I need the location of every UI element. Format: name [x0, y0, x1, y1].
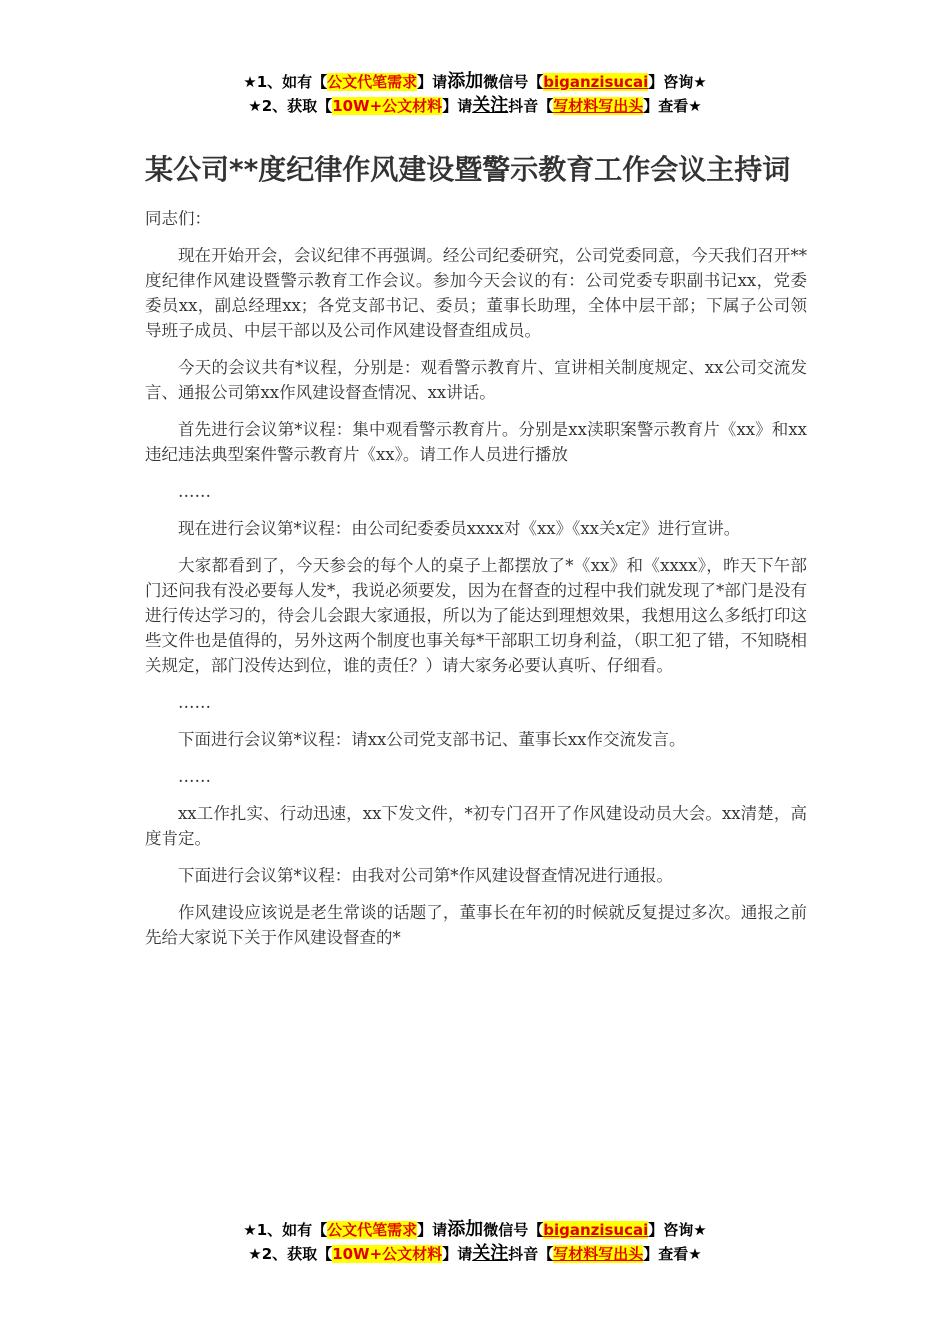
body-paragraph: 现在进行会议第*议程：由公司纪委委员xxxx对《xx》《xx关x定》进行宣讲。 [178, 519, 741, 538]
douyin-id-highlight: 写材料写出头 [553, 1245, 644, 1263]
promo-line-2 [0, 94, 950, 118]
promo-text: 】请 [442, 97, 473, 115]
body-paragraph: xx工作扎实、行动迅速，xx下发文件，*初专门召开了作风建设动员大会。xx清楚，高度肯定。 [145, 804, 807, 848]
promo-line-1 [0, 70, 950, 94]
promo-text: ★1、如有【 [243, 73, 328, 91]
body-paragraph: 首先进行会议第*议程：集中观看警示教育片。分别是xx渎职案警示教育片《xx》和xx违纪违法典型案件警示教育片《xx》。请工作人员进行播放 [145, 420, 807, 464]
promo-highlight: 公文代笔需求 [327, 73, 418, 91]
douyin-id-highlight: 写材料写出头 [553, 97, 644, 115]
promo-line-2 [0, 1242, 950, 1266]
body-paragraph: 今天的会议共有*议程，分别是：观看警示教育片、宣讲相关制度规定、xx公司交流发言、通报公司第xx作风建设督查情况、xx讲话。 [145, 358, 807, 402]
promo-text: 】咨询★ [648, 1221, 707, 1239]
promo-text: 微信号【 [483, 73, 544, 91]
promo-text: 】咨询★ [648, 73, 707, 91]
promo-text: 】请 [417, 1221, 448, 1239]
promo-text: 抖音【 [508, 1245, 554, 1263]
promo-text: 】查看★ [643, 97, 702, 115]
document-title: 某公司**度纪律作风建设暨警示教育工作会议主持词 [145, 153, 791, 186]
promo-text: ★2、获取【 [248, 1245, 333, 1263]
promo-text: 】请 [442, 1245, 473, 1263]
body-paragraph: 现在开始开会，会议纪律不再强调。经公司纪委研究，公司党委同意，今天我们召开**度纪律作风建设暨警示教育工作会议。参加今天会议的有：公司党委专职副书记xx，党委委员xx，副总经理xx；各党支部书记、委员；董事长助理，全体中层干部；下属子公司领导班子成员、中层干部以及公司作风建设督查组成员。 [145, 246, 807, 340]
body-paragraph: 下面进行会议第*议程：请xx公司党支部书记、董事长xx作交流发言。 [178, 730, 686, 749]
wechat-id-highlight: biganzisucai [543, 73, 649, 91]
ellipsis-paragraph: …… [178, 767, 211, 786]
promo-banner-top [0, 70, 950, 118]
promo-highlight: 10W+公文材料 [332, 97, 443, 115]
body-paragraph: 下面进行会议第*议程：由我对公司第*作风建设督查情况进行通报。 [178, 866, 673, 885]
ellipsis-paragraph: …… [178, 693, 211, 712]
promo-text: ★2、获取【 [248, 97, 333, 115]
promo-highlight: 公文代笔需求 [327, 1221, 418, 1239]
promo-emphasis: 关注 [472, 1243, 509, 1264]
promo-text: ★1、如有【 [243, 1221, 328, 1239]
wechat-id-highlight: biganzisucai [543, 1221, 649, 1239]
body-paragraph: 作风建设应该说是老生常谈的话题了，董事长在年初的时候就反复提过多次。通报之前先给大家说下关于作风建设督查的* [145, 903, 807, 947]
promo-emphasis: 关注 [472, 95, 509, 116]
promo-emphasis: 添加 [447, 1219, 484, 1240]
promo-text: 】请 [417, 73, 448, 91]
body-paragraph: 大家都看到了，今天参会的每个人的桌子上都摆放了*《xx》和《xxxx》，昨天下午部门还问我有没必要每人发*，我说必须要发，因为在督查的过程中我们就发现了*部门是没有进行传达学习的，待会儿会跟大家通报，所以为了能达到理想效果，我想用这么多纸打印这些文件也是值得的，另外这两个制度也事关每*干部职工切身利益，（职工犯了错，不知晓相关规定，部门没传达到位，谁的责任？）请大家务必要认真听、仔细看。 [145, 556, 807, 675]
promo-text: 】查看★ [643, 1245, 702, 1263]
ellipsis-paragraph: …… [178, 482, 211, 501]
promo-banner-bottom [0, 1218, 950, 1266]
promo-text: 微信号【 [483, 1221, 544, 1239]
salutation: 同志们： [145, 209, 211, 228]
promo-text: 抖音【 [508, 97, 554, 115]
promo-emphasis: 添加 [447, 71, 484, 92]
promo-line-1 [0, 1218, 950, 1242]
promo-highlight: 10W+公文材料 [332, 1245, 443, 1263]
document-body [145, 206, 807, 962]
